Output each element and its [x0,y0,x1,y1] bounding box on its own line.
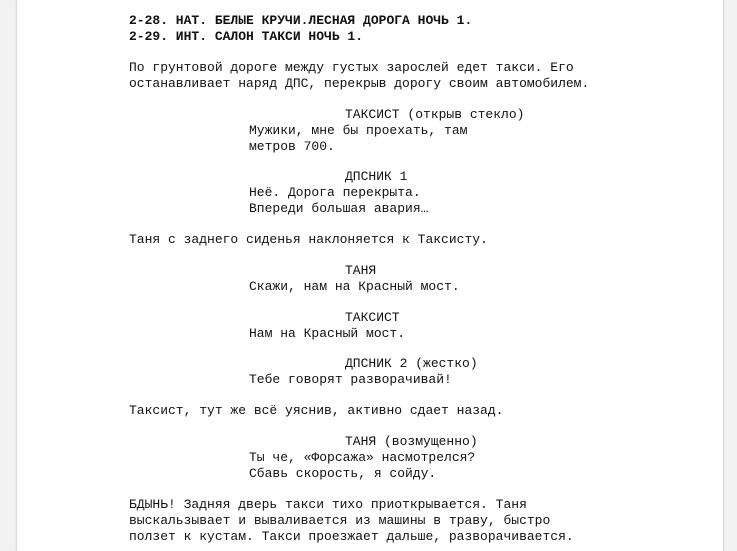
dialogue-line: Мужики, мне бы проехать, там [249,123,468,138]
dialogue-line: Нам на Красный мост. [249,326,406,341]
script-page [16,0,724,551]
scene-heading-2: 2-29. ИНТ. САЛОН ТАКСИ НОЧЬ 1. [129,29,364,44]
dialogue-line: Неё. Дорога перекрыта. [249,185,421,200]
action-line: БДЫНЬ! Задняя дверь такси тихо приоткрывается. Таня [129,497,527,512]
character-name: ТАКСИСТ (открыв стекло) [345,107,525,122]
action-line: Таксист, тут же всё уяснив, активно сдает назад. [129,403,504,418]
action-line: По грунтовой дороге между густых зарослей едет такси. Его [129,60,574,75]
character-name: ДПСНИК 2 (жестко) [345,356,478,371]
dialogue-line: Впереди большая авария… [249,201,429,216]
action-line: ползет к кустам. Такси проезжает дальше, разворачивается. [129,529,574,544]
action-line: Таня с заднего сиденья наклоняется к Таксисту. [129,232,488,247]
action-line: выскальзывает и вываливается из машины в траву, быстро [129,513,551,528]
dialogue-line: Тебе говорят разворачивай! [249,372,452,387]
dialogue-line: Ты че, «Форсажа» насмотрелся? [249,450,476,465]
character-name: ТАНЯ (возмущенно) [345,434,478,449]
character-name: ТАНЯ [345,263,377,278]
dialogue-line: Скажи, нам на Красный мост. [249,279,460,294]
character-name: ТАКСИСТ [345,310,400,325]
dialogue-line: метров 700. [249,139,335,154]
character-name: ДПСНИК 1 [345,169,408,184]
action-line: останавливает наряд ДПС, перекрыв дорогу своим автомобилем. [129,76,590,91]
dialogue-line: Сбавь скорость, я сойду. [249,466,437,481]
scene-heading-1: 2-28. НАТ. БЕЛЫЕ КРУЧИ.ЛЕСНАЯ ДОРОГА НОЧЬ 1. [129,13,473,28]
